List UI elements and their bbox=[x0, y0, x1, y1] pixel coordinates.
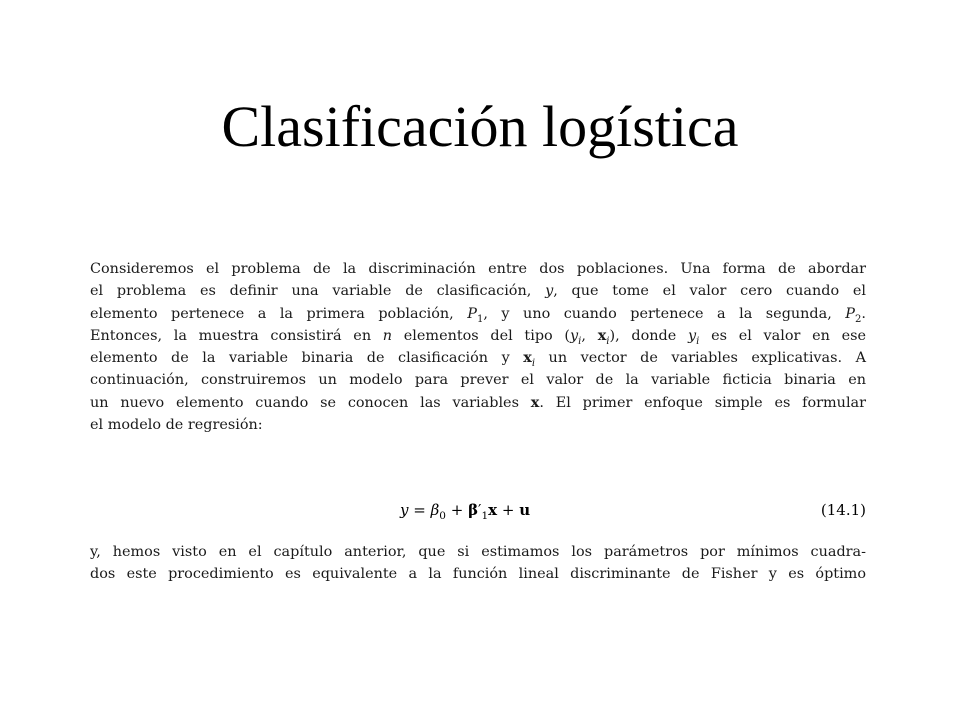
paragraph-line: Consideremos el problema de la discriminación entre dos poblaciones. Una forma de abordar bbox=[90, 261, 866, 277]
equation-row bbox=[90, 497, 866, 523]
paragraph-line: elemento pertenece a la primera población, $P_1$, y uno cuando pertenece a la segunda, $P_2$. bbox=[90, 305, 866, 325]
paragraph-line: y, hemos visto en el capítulo anterior, que si estimamos los parámetros por mínimos cuadra- bbox=[90, 544, 866, 560]
paragraph-line: elemento de la variable binaria de clasificación y $x_i$ un vector de variables explicativas. A bbox=[90, 349, 866, 370]
slide-title: Clasificación logística bbox=[221, 94, 739, 159]
paragraph-line: un nuevo elemento cuando se conocen las variables x. El primer enfoque simple es formular bbox=[90, 393, 866, 411]
paragraph-line: Entonces, la muestra consistirá en n elementos del tipo ($y_i$, $x_i$), donde $y_i$ es el valor en ese bbox=[90, 326, 866, 347]
paragraph-line: continuación, construiremos un modelo para prever el valor de la variable ficticia binaria en bbox=[90, 372, 866, 389]
paragraph-line: el problema es definir una variable de clasificación, y, que tome el valor cero cuando el bbox=[90, 283, 866, 300]
paragraph-continuation bbox=[90, 541, 866, 586]
paragraph-intro bbox=[90, 258, 866, 436]
paragraph-line: el modelo de regresión: bbox=[90, 417, 263, 434]
equation-expression: $y = \beta_0 + \beta'_1x + u$ bbox=[400, 501, 531, 522]
paragraph-line: dos este procedimiento es equivalente a la función lineal discriminante de Fisher y es óptimo bbox=[90, 566, 866, 583]
equation-number: (14.1) bbox=[820, 501, 866, 519]
